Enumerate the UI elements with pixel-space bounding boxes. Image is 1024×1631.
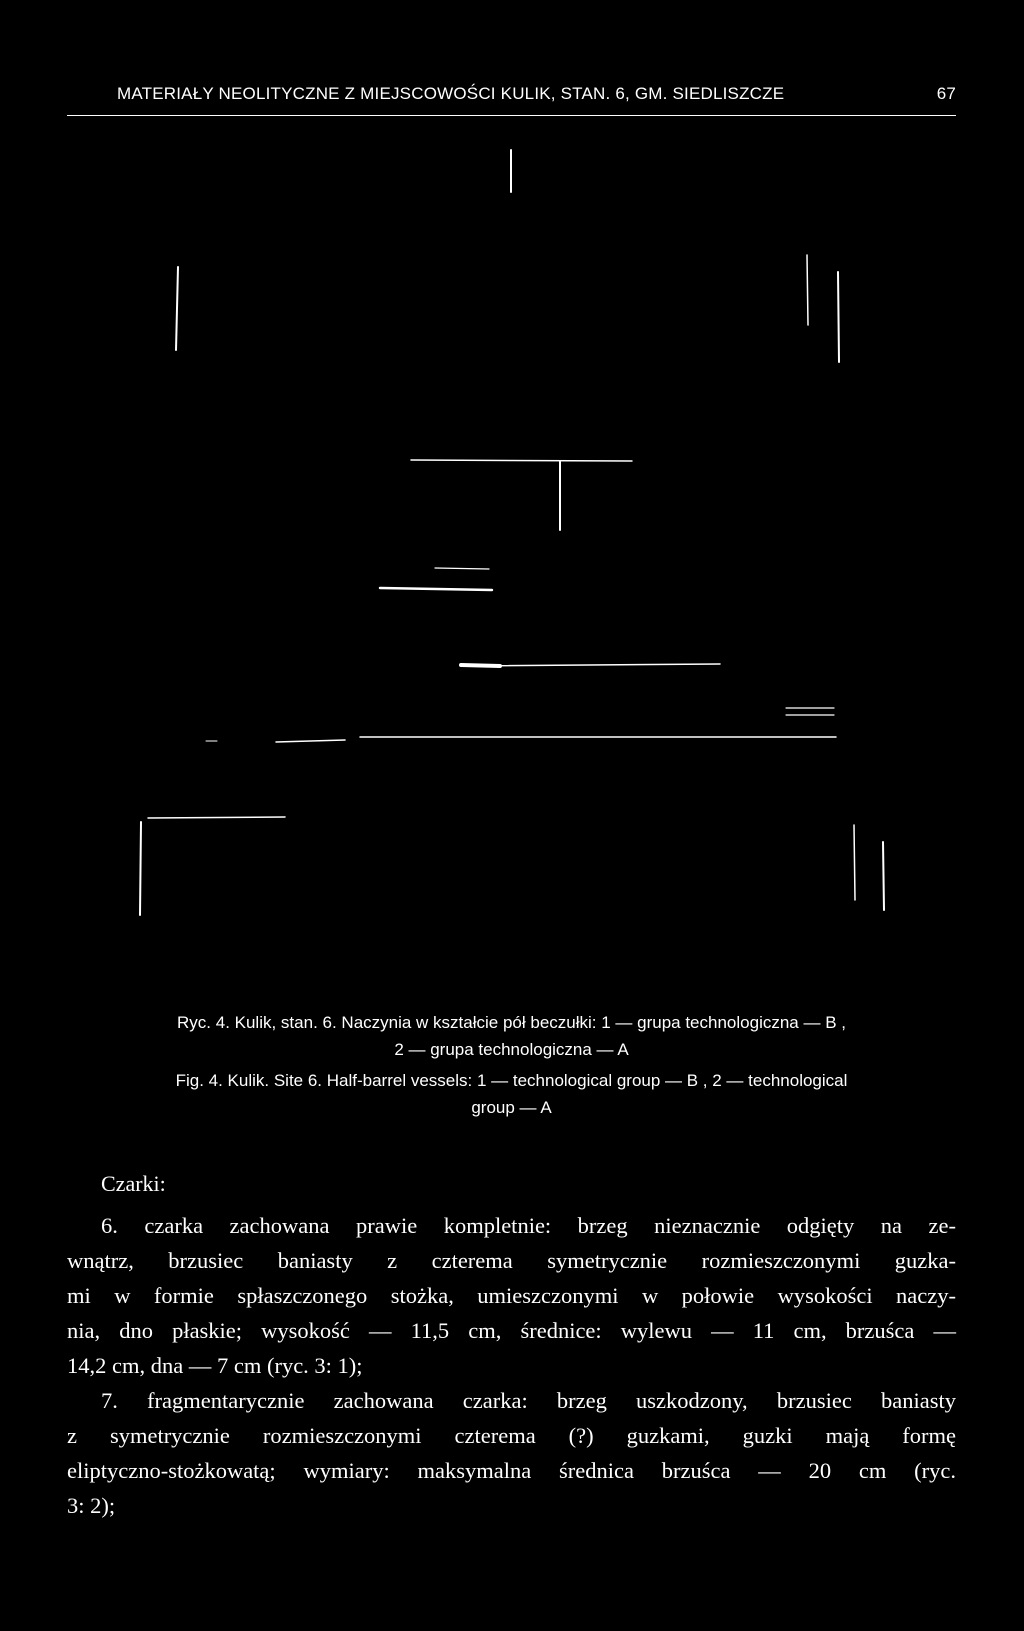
- caption-line: Ryc. 4. Kulik, stan. 6. Naczynia w kształcie pół beczułki: 1 — grupa technologiczna — B ,: [177, 1013, 846, 1032]
- caption-line: 2 — grupa technologiczna — A: [394, 1040, 629, 1059]
- page-number: 67: [936, 84, 956, 103]
- figure-vessel-drawings: [0, 130, 1024, 960]
- figure-stroke: [461, 665, 500, 666]
- text-line: mi w formie spłaszczonego stożka, umieszczonymi w połowie wysokości naczy-: [67, 1283, 956, 1308]
- text-line: 6. czarka zachowana prawie kompletnie: brzeg nieznacznie odgięty na ze-: [101, 1213, 956, 1238]
- text-line: nia, dno płaskie; wysokość — 11,5 cm, średnice: wylewu — 11 cm, brzuśca —: [67, 1318, 956, 1343]
- figure-stroke: [854, 825, 855, 900]
- figure-stroke: [380, 588, 492, 590]
- text-line: z symetrycznie rozmieszczonymi czterema (?) guzkami, guzki mają formę: [67, 1423, 956, 1448]
- figure-stroke: [411, 460, 632, 461]
- figure-stroke: [883, 842, 884, 910]
- header-rule: [67, 115, 956, 116]
- text-line: eliptyczno-stożkowatą; wymiary: maksymalna średnica brzuśca — 20 cm (ryc.: [67, 1458, 956, 1483]
- caption-line: group — A: [471, 1098, 552, 1117]
- running-header: [67, 84, 956, 116]
- figure-stroke: [807, 255, 808, 325]
- text-line: wnątrz, brzusiec baniasty z czterema symetrycznie rozmieszczonymi guzka-: [67, 1248, 956, 1273]
- figure-stroke: [148, 817, 285, 818]
- text-line: 14,2 cm, dna — 7 cm (ryc. 3: 1);: [67, 1353, 363, 1378]
- figure-caption-polish: [67, 1009, 956, 1063]
- figure-caption-english: [67, 1067, 956, 1121]
- figure-stroke: [838, 272, 839, 362]
- section-heading: Czarki:: [101, 1171, 166, 1196]
- caption-line: Fig. 4. Kulik. Site 6. Half-barrel vessels: 1 — technological group — B , 2 — technological: [175, 1071, 848, 1090]
- running-title: MATERIAŁY NEOLITYCZNE Z MIEJSCOWOŚCI KULIK, STAN. 6, GM. SIEDLISZCZE: [117, 84, 785, 103]
- figure-stroke: [140, 822, 141, 915]
- figure-stroke: [435, 568, 489, 569]
- text-line: 7. fragmentarycznie zachowana czarka: brzeg uszkodzony, brzusiec baniasty: [101, 1388, 956, 1413]
- paragraph-item-7: [67, 1383, 956, 1523]
- text-line: 3: 2);: [67, 1493, 116, 1518]
- figure-stroke: [276, 740, 345, 742]
- figure-stroke: [176, 267, 178, 350]
- paragraph-item-6: [67, 1208, 956, 1383]
